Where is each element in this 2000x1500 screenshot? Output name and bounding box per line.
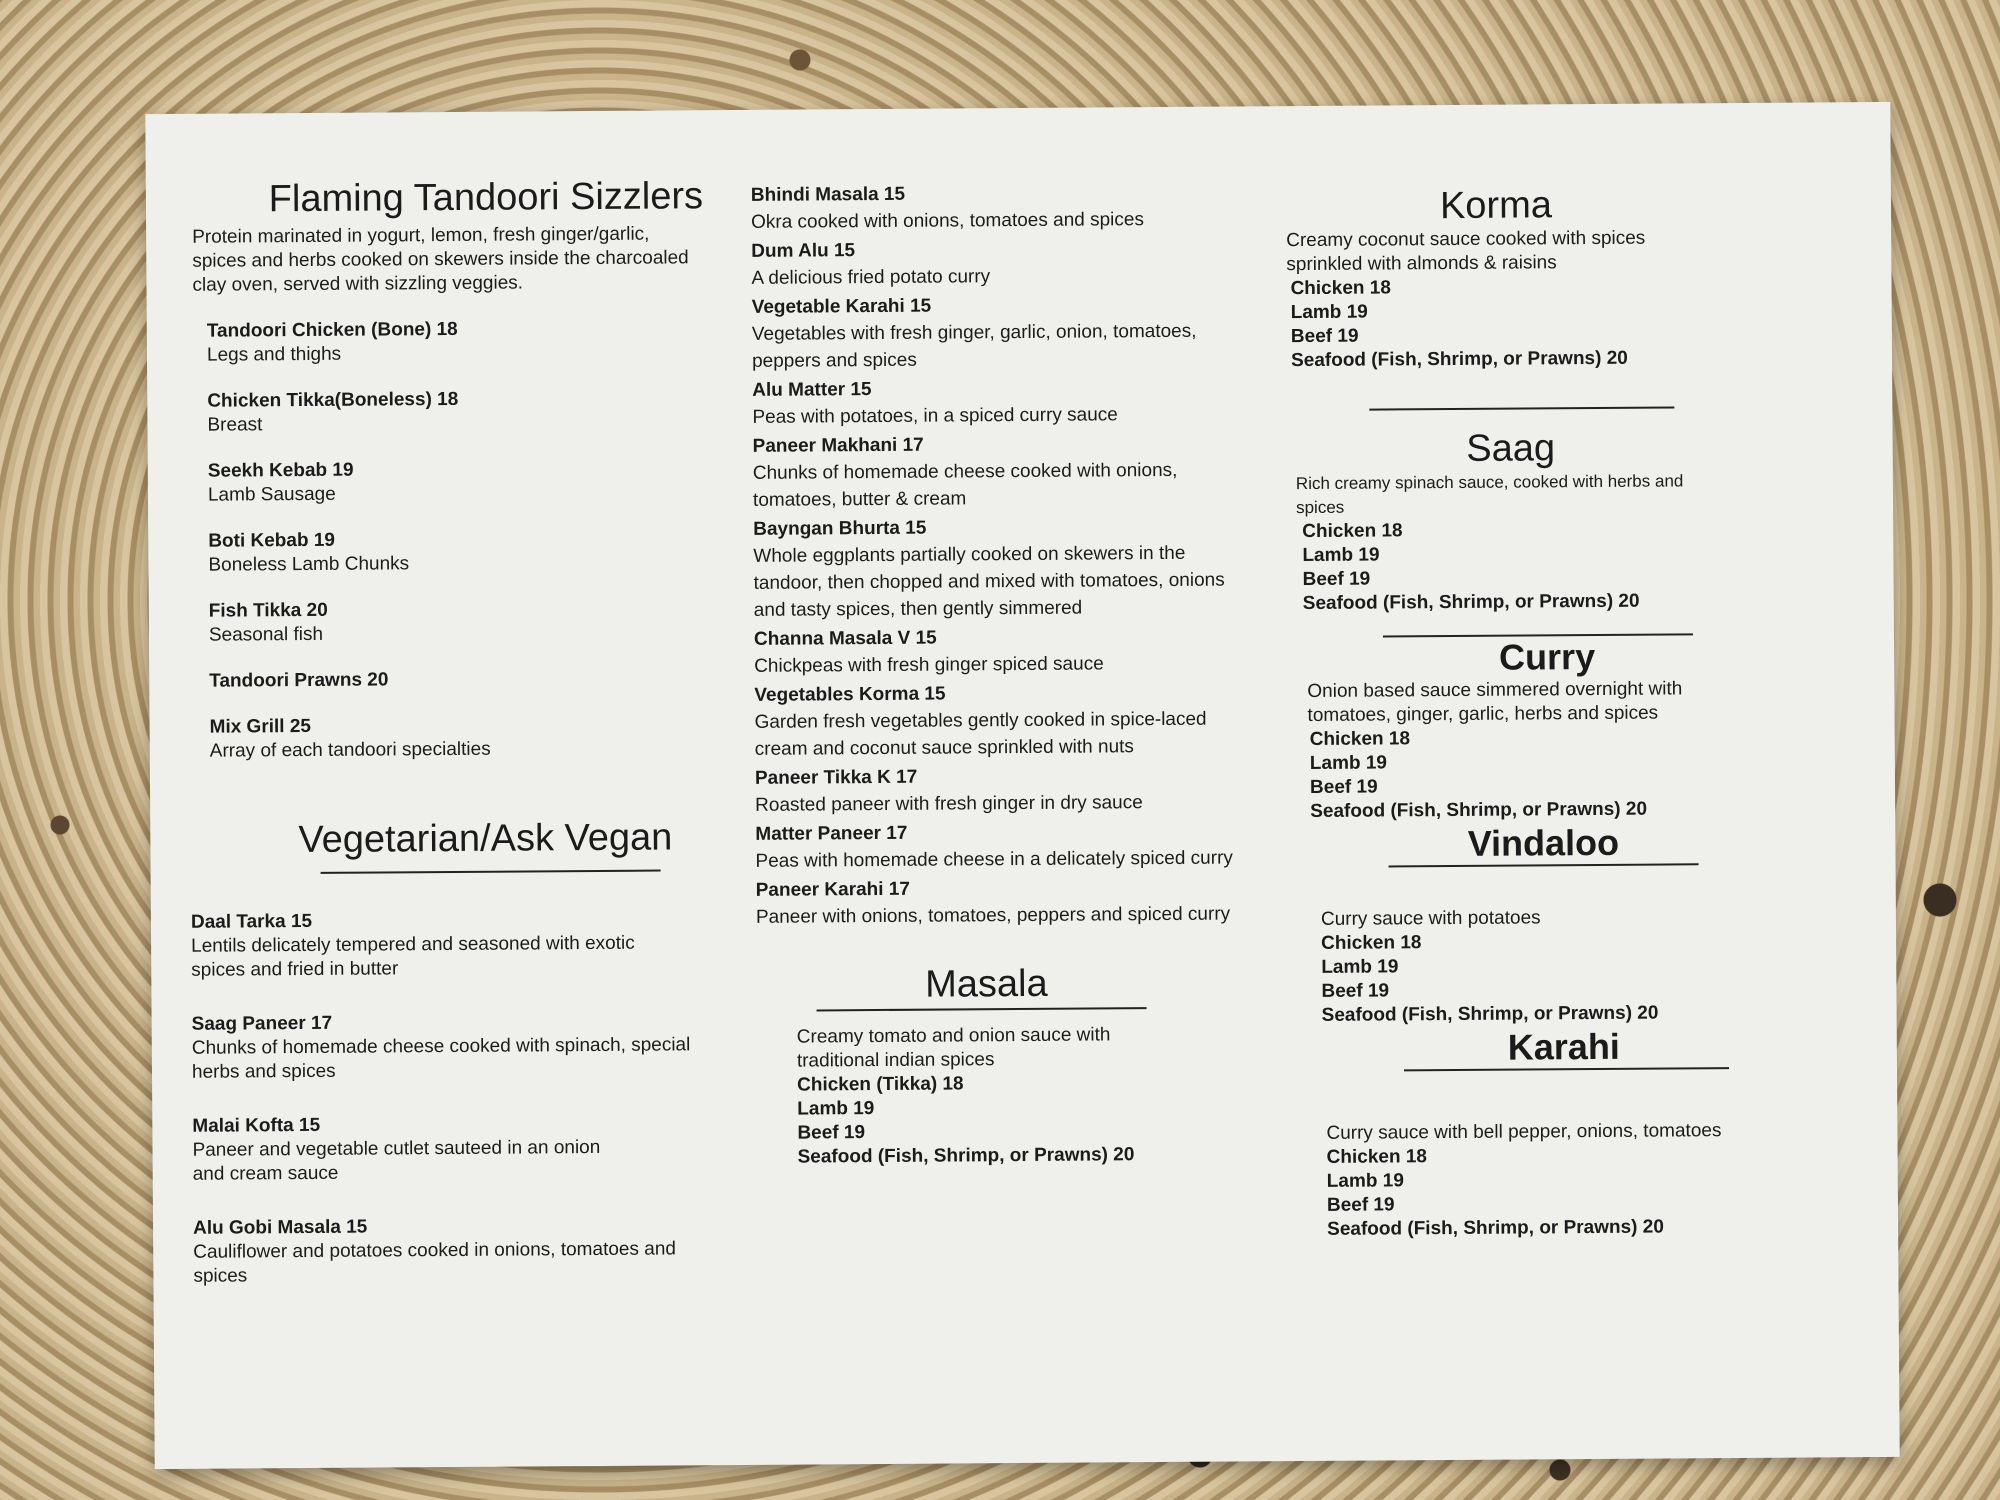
option-chicken: Chicken (Tikka) 18 (797, 1073, 964, 1096)
section-divider (1369, 406, 1674, 410)
item-description: Chunks of homemade cheese cooked with spinach, special herbs and spices (191, 1034, 691, 1083)
vindaloo-section (1308, 821, 1749, 1028)
masala-section-title: Masala (924, 962, 1048, 1006)
item-name: Daal Tarka 15 (190, 910, 313, 933)
option-lamb: Lamb 19 (1309, 752, 1388, 774)
option-seafood: Seafood (Fish, Shrimp, or Prawns) 20 (1321, 1002, 1659, 1026)
option-beef: Beef 19 (1326, 1194, 1395, 1216)
item-description: Breast (207, 414, 263, 436)
item-name: Vegetable Karahi 15 (751, 295, 932, 318)
menu-item (207, 316, 747, 368)
item-name: Bayngan Bhurta 15 (753, 517, 927, 540)
menu-item (192, 1009, 712, 1085)
curry-section (1307, 635, 1748, 824)
option-beef: Beef 19 (1290, 325, 1359, 348)
item-description: Roasted paneer with fresh ginger in dry sauce (755, 792, 1143, 816)
menu-item (209, 596, 749, 648)
item-description: Chickpeas with fresh ginger spiced sauce (754, 653, 1104, 677)
vindaloo-description: Curry sauce with potatoes (1320, 907, 1541, 930)
option-chicken: Chicken 18 (1309, 728, 1411, 750)
item-name: Boti Kebab 19 (208, 529, 336, 552)
item-name: Channa Masala V 15 (753, 627, 937, 650)
karahi-section (1314, 1025, 1775, 1242)
masala-options (797, 1023, 1158, 1170)
menu-item (208, 526, 748, 578)
option-lamb: Lamb 19 (1326, 1170, 1404, 1192)
item-name: Vegetables Korma 15 (754, 683, 946, 706)
item-name: Chicken Tikka(Boneless) 18 (207, 388, 459, 412)
middle-column (751, 176, 1278, 1170)
item-description: Whole eggplants partially cooked on skewers in the tandoor, then chopped and mixed with tomatoes, onions and tasty spices, then gently simmered (753, 542, 1225, 621)
item-name: Paneer Tikka K 17 (754, 766, 918, 789)
option-beef: Beef 19 (1309, 776, 1378, 798)
item-description: Boneless Lamb Chunks (208, 553, 410, 576)
korma-description: Creamy coconut sauce cooked with spices sprinkled with almonds & raisins (1286, 227, 1646, 276)
item-description: Paneer and vegetable cutlet sauteed in an onion and cream sauce (192, 1136, 601, 1185)
item-name: Alu Matter 15 (752, 379, 872, 401)
right-column (1286, 182, 1863, 1242)
menu-item (754, 622, 1244, 679)
menu-item (753, 429, 1244, 513)
option-chicken: Chicken 18 (1326, 1146, 1428, 1168)
tandoori-section-description: Protein marinated in yogurt, lemon, fresh ginger/garlic, spices and herbs cooked on skewers inside the charcoaled clay oven, served with sizzling veggies. (192, 223, 689, 296)
option-lamb: Lamb 19 (1290, 301, 1368, 324)
vegetarian-items (191, 907, 754, 1289)
saag-section-title: Saag (1466, 427, 1556, 470)
left-column (186, 175, 754, 1289)
vindaloo-section-title: Vindaloo (1467, 821, 1620, 864)
menu-item (755, 761, 1245, 818)
item-description: Lentils delicately tempered and seasoned with exotic spices and fried in butter (191, 932, 635, 981)
option-seafood: Seafood (Fish, Shrimp, or Prawns) 20 (1327, 1216, 1664, 1240)
item-name: Alu Gobi Masala 15 (192, 1216, 368, 1239)
item-description: Peas with potatoes, in a spiced curry sauce (752, 404, 1118, 428)
option-beef: Beef 19 (1321, 980, 1390, 1002)
item-description: Okra cooked with onions, tomatoes and spices (750, 209, 1145, 233)
option-beef: Beef 19 (1302, 568, 1371, 591)
menu-item (209, 712, 749, 764)
korma-options (1290, 274, 1707, 373)
item-name: Malai Kofta 15 (192, 1114, 321, 1137)
item-name: Paneer Makhani 17 (752, 434, 924, 457)
menu-item (754, 678, 1245, 762)
option-chicken: Chicken 18 (1302, 520, 1403, 543)
menu-item (208, 456, 748, 508)
saag-description: Rich creamy spinach sauce, cooked with herbs and spices (1295, 471, 1684, 518)
menu-sheet (145, 102, 1899, 1469)
item-name: Seekh Kebab 19 (207, 459, 354, 482)
curry-section-title: Curry (1498, 635, 1596, 678)
item-description: Chunks of homemade cheese cooked with onions, tomatoes, butter & cream (752, 459, 1178, 511)
item-description: A delicious fried potato curry (751, 266, 991, 289)
masala-section (796, 962, 1157, 1169)
option-lamb: Lamb 19 (1321, 956, 1399, 978)
item-name: Fish Tikka 20 (208, 599, 328, 622)
saag-options (1302, 517, 1727, 616)
item-name: Mix Grill 25 (209, 715, 312, 738)
item-description: Legs and thighs (206, 343, 342, 366)
karahi-options (1326, 1119, 1775, 1242)
option-seafood: Seafood (Fish, Shrimp, or Prawns) 20 (797, 1144, 1135, 1168)
curry-options (1310, 725, 1749, 824)
item-description: Array of each tandoori specialties (209, 738, 491, 762)
item-name: Tandoori Prawns 20 (209, 669, 389, 692)
option-seafood: Seafood (Fish, Shrimp, or Prawns) 20 (1302, 590, 1640, 615)
option-beef: Beef 19 (797, 1122, 866, 1144)
korma-section (1286, 183, 1708, 411)
item-description: Vegetables with fresh ginger, garlic, onion, tomatoes, peppers and spices (751, 320, 1197, 372)
tandoori-section-title: Flaming Tandoori Sizzlers (268, 175, 704, 221)
section-divider (321, 870, 661, 874)
item-description: Cauliflower and potatoes cooked in onions, tomatoes and spices (193, 1238, 677, 1287)
option-lamb: Lamb 19 (1302, 544, 1380, 567)
menu-item (752, 290, 1243, 374)
menu-item (193, 1213, 723, 1289)
saag-section (1296, 426, 1727, 638)
item-description: Lamb Sausage (207, 483, 336, 506)
item-name: Paneer Karahi 17 (755, 878, 910, 901)
menu-item (192, 1112, 612, 1187)
option-chicken: Chicken 18 (1290, 277, 1391, 300)
item-description: Seasonal fish (208, 623, 324, 646)
vegetable-items (751, 178, 1246, 930)
vegetarian-section-title: Vegetarian/Ask Vegan (298, 816, 673, 862)
option-lamb: Lamb 19 (797, 1098, 875, 1120)
menu-item (753, 512, 1244, 623)
section-divider (817, 1007, 1147, 1011)
vindaloo-options (1321, 905, 1750, 1028)
item-description: Peas with homemade cheese in a delicately spiced curry (755, 847, 1233, 872)
tandoori-items (207, 316, 750, 764)
karahi-section-title: Karahi (1507, 1025, 1620, 1068)
menu-item (755, 817, 1245, 874)
item-name: Bhindi Masala 15 (750, 183, 906, 206)
menu-item (756, 873, 1246, 930)
korma-section-title: Korma (1439, 184, 1553, 228)
karahi-description: Curry sauce with bell pepper, onions, tomatoes (1326, 1120, 1722, 1144)
item-name: Dum Alu 15 (751, 240, 856, 262)
menu-item (751, 178, 1241, 235)
menu-item (752, 373, 1242, 430)
menu-item (207, 386, 747, 438)
item-name: Saag Paneer 17 (191, 1012, 333, 1035)
item-name: Matter Paneer 17 (755, 822, 908, 845)
curry-description: Onion based sauce simmered overnight with tomatoes, ginger, garlic, herbs and spices (1307, 678, 1683, 727)
item-name: Tandoori Chicken (Bone) 18 (206, 318, 458, 342)
option-seafood: Seafood (Fish, Shrimp, or Prawns) 20 (1310, 798, 1648, 822)
menu-item (209, 666, 749, 694)
option-seafood: Seafood (Fish, Shrimp, or Prawns) 20 (1290, 347, 1628, 372)
masala-description: Creamy tomato and onion sauce with traditional indian spices (796, 1024, 1111, 1072)
item-description: Garden fresh vegetables gently cooked in spice-laced cream and coconut sauce sprinkled with nuts (754, 708, 1207, 760)
item-description: Paneer with onions, tomatoes, peppers and spiced curry (755, 903, 1231, 928)
menu-item (751, 234, 1241, 291)
menu-item (191, 907, 671, 982)
option-chicken: Chicken 18 (1321, 932, 1422, 954)
